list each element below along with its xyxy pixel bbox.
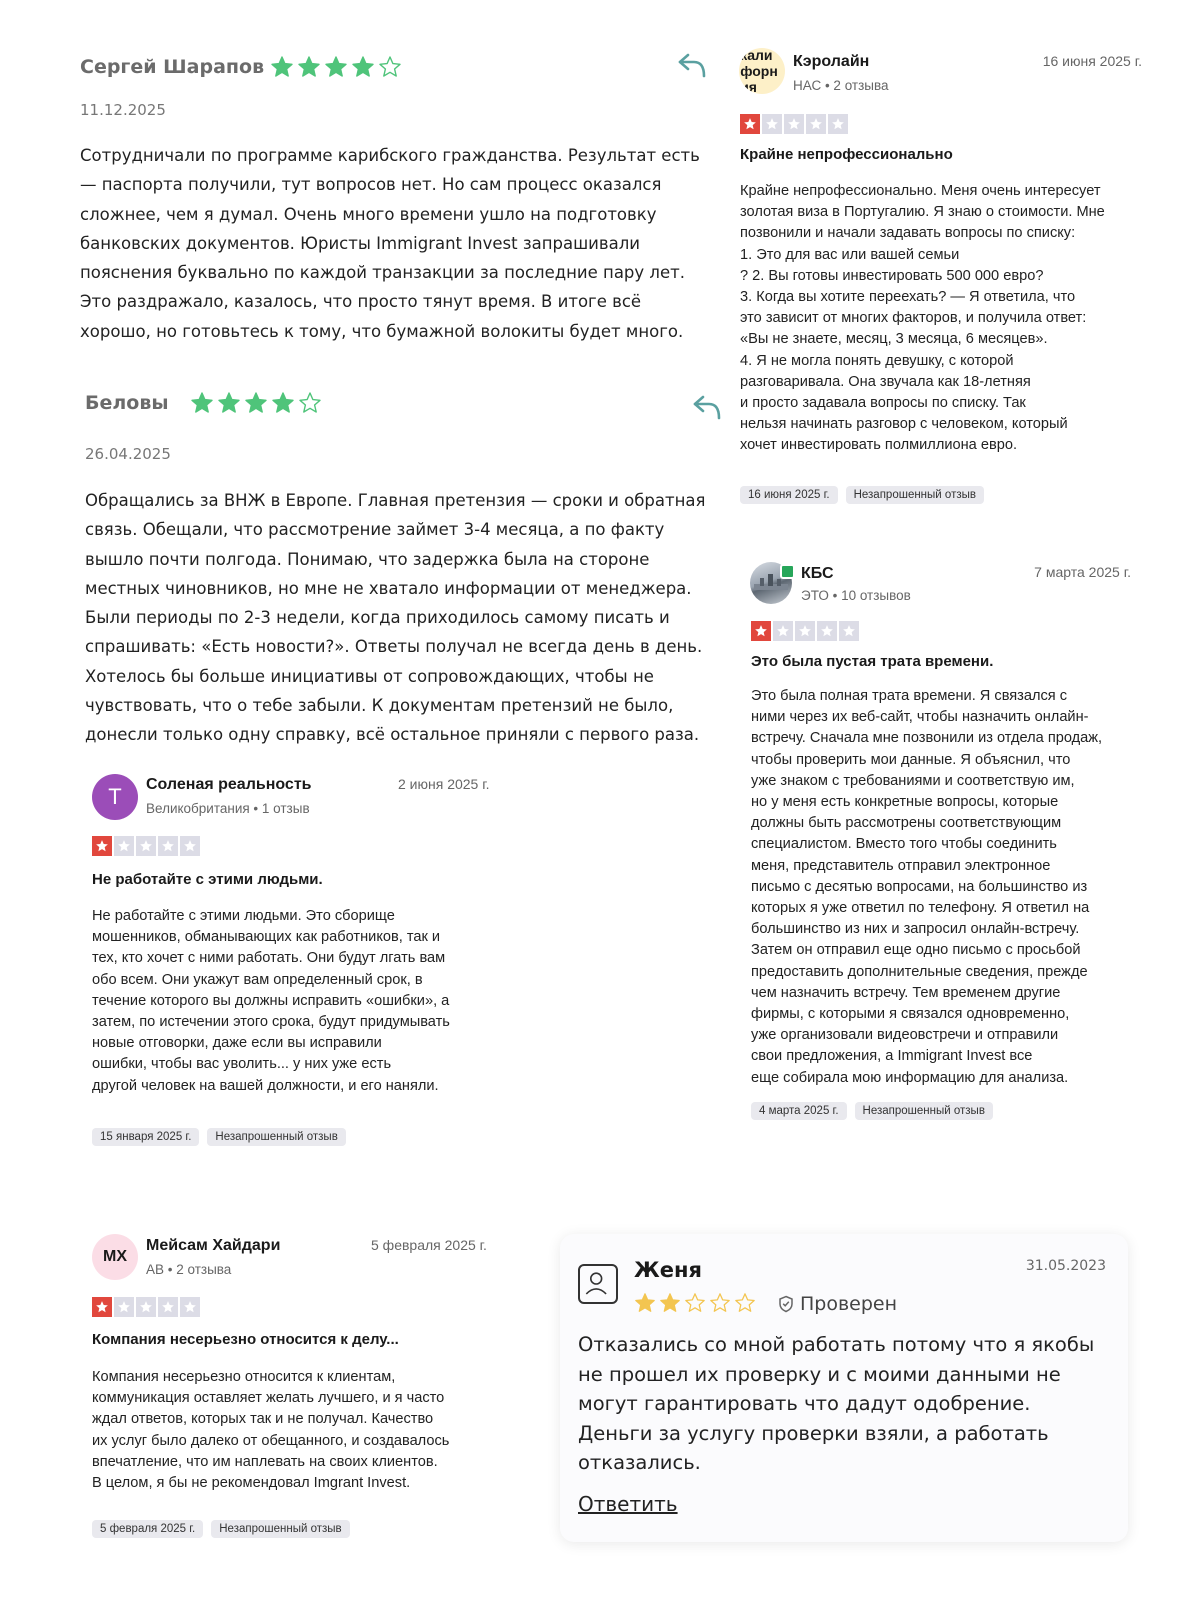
reviewer-name: Соленая реальность (146, 776, 312, 793)
reply-link[interactable]: Ответить (578, 1492, 678, 1516)
review-title: Это была пустая трата времени. (751, 653, 994, 670)
avatar-letter: Т (108, 784, 122, 809)
review-card (560, 1234, 1128, 1542)
reviewer-name: КБС (801, 565, 834, 582)
star-filled-icon (751, 621, 771, 641)
review-tags (92, 1520, 350, 1538)
reviewer-name: Кэролайн (793, 53, 870, 70)
star-filled-icon (324, 55, 348, 84)
review-title: Крайне непрофессионально (740, 146, 953, 163)
reviewer-meta: НАС • 2 отзыва (793, 78, 889, 93)
verified-icon (780, 564, 795, 579)
review-date: 11.12.2025 (80, 101, 166, 119)
review-tags (740, 486, 984, 504)
star-filled-icon (659, 1292, 681, 1319)
review-text: Отказались со мной работать потому что я якобы не прошел их проверку и с моими данными не могут гарантировать что дадут одобрение. Деньги за услугу проверки взяли, а работать отказались. (578, 1333, 1095, 1474)
reviewer-meta: ЭТО • 10 отзывов (801, 588, 911, 603)
star-empty-icon (762, 114, 782, 134)
star-empty-icon (136, 1297, 156, 1317)
star-empty-icon (136, 836, 156, 856)
unsolicited-tag: Незапрошенный отзыв (855, 1102, 993, 1120)
review-date: 2 июня 2025 г. (398, 776, 490, 792)
star-empty-icon (784, 114, 804, 134)
experience-date-tag: 16 июня 2025 г. (740, 486, 838, 504)
star-filled-icon (297, 55, 321, 84)
star-filled-icon (190, 391, 214, 420)
reviewer-name: Беловы (85, 392, 169, 414)
review-date: 16 июня 2025 г. (1042, 53, 1142, 69)
unsolicited-tag: Незапрошенный отзыв (846, 486, 984, 504)
shield-check-icon (778, 1295, 794, 1313)
rating-stars (92, 1297, 200, 1317)
star-filled-icon (92, 1297, 112, 1317)
star-filled-icon (351, 55, 375, 84)
star-empty-icon (114, 836, 134, 856)
reviewer-meta: Великобритания • 1 отзыв (146, 801, 310, 816)
star-empty-icon (817, 621, 837, 641)
rating-stars (270, 55, 402, 84)
review-text: Это была полная трата времени. Я связался с ними через их веб-сайт, чтобы назначить онлайн- встречу. Сначала мне позвонили из отдела продаж, чтобы проверить мои данные. Я объяснил, что уже знаком с требованиями и соответствую им, но у меня есть конкретные вопросы, которые должны быть рассмотрены соответствующим специалистом. Вместо того чтобы соединить меня, представитель отправил электронное письмо с десятью вопросами, на большинство из которых я уже ответил по телефону. Я ответил на большинство из них и запросил онлайн-встречу. Затем он отправил еще одно письмо с просьбой предоставить дополнительные сведения, прежде чем назначить встречу. Тем временем другие фирмы, с которыми я связался одновременно, уже организовали видеовстречи и отправили свои предложения, а Immigrant Invest все еще собирала мою информацию для анализа. (751, 688, 1103, 1086)
star-empty-icon (114, 1297, 134, 1317)
review-tags (751, 1102, 993, 1120)
review-text: Сотрудничали по программе карибского гражданства. Результат есть — паспорта получили, тут вопросов нет. Но сам процесс оказался сложнее, чем я думал. Очень много времени ушло на подготовку банковских документов. Юристы Immigrant Invest запрашивали пояснения буквально по каждой транзакции за последние пару лет. Это раздражало, казалось, что просто тянут время. В итоге всё хорошо, но готовьтесь к тому, что бумажной волокиты будет много. (80, 146, 700, 341)
reviewer-name: Женя (634, 1258, 702, 1282)
review-date: 5 февраля 2025 г. (371, 1237, 487, 1253)
review-date: 7 марта 2025 г. (1034, 564, 1131, 580)
rating-stars (92, 836, 200, 856)
star-filled-icon (270, 55, 294, 84)
star-filled-icon (217, 391, 241, 420)
star-filled-icon (740, 114, 760, 134)
star-empty-icon (734, 1292, 756, 1319)
review-text: Обращались за ВНЖ в Европе. Главная претензия — сроки и обратная связь. Обещали, что рассмотрение займет 3-4 месяца, а по факту вышло почти полгода. Понимаю, что задержка была на стороне местных чиновников, но мне не хватало информации от менеджера. Были периоды по 2-3 недели, когда приходилось самому писать и спрашивать: «Есть новости?». Ответы получал не всегда день в день. Хотелось бы больше инициативы от сопровождающих, чтобы не чувствовать, что о тебе забыли. К документам претензий не было, донесли только одну справку, всё остальное приняли с первого раза. (85, 491, 706, 745)
verified-label: Проверен (800, 1293, 898, 1315)
unsolicited-tag: Незапрошенный отзыв (211, 1520, 349, 1538)
experience-date-tag: 4 марта 2025 г. (751, 1102, 847, 1120)
verified-badge (778, 1293, 897, 1315)
star-empty-icon (839, 621, 859, 641)
experience-date-tag: 15 января 2025 г. (92, 1128, 199, 1146)
star-empty-icon (378, 55, 402, 84)
reviewer-meta: АВ • 2 отзыва (146, 1262, 232, 1277)
review-date: 31.05.2023 (1025, 1258, 1106, 1274)
star-empty-icon (684, 1292, 706, 1319)
star-empty-icon (806, 114, 826, 134)
rating-stars (740, 114, 848, 134)
experience-date-tag: 5 февраля 2025 г. (92, 1520, 203, 1538)
review-text: Крайне непрофессионально. Меня очень интересует золотая виза в Португалию. Я знаю о стоимости. Мне позвонили и начали задавать вопросы по списку: 1. Это для вас или вашей семьи ? 2. Вы готовы инвестировать 500 000 евро? 3. Когда вы хотите переехать? — Я ответила, что это зависит от многих факторов, и получила ответ: «Вы не знаете, месяц, 3 месяца, 6 месяцев». 4. Я не могла понять девушку, с которой разговаривала. Она звучала как 18-летняя и просто задавала вопросы по списку. Так нельзя начинать разговор с человеком, который хочет инвестировать полмиллиона евро. (740, 183, 1105, 454)
star-filled-icon (271, 391, 295, 420)
star-empty-icon (180, 1297, 200, 1317)
review-date: 26.04.2025 (85, 445, 171, 463)
user-avatar-icon (578, 1264, 618, 1304)
star-empty-icon (180, 836, 200, 856)
review-text: Не работайте с этими людьми. Это сборище мошенников, обманывающих как работников, так и тех, кто хочет с ними работать. Они будут лгать вам обо всем. Они укажут вам определенный срок, в течение которого вы должны исправить «ошибки», а затем, по истечении этого срока, будут придумывать новые отговорки, даже если вы исправили ошибки, чтобы вас уволить... у них уже есть другой человек на вашей должности, и его наняли. (92, 908, 450, 1094)
star-empty-icon (828, 114, 848, 134)
reviewer-name: Мейсам Хайдари (146, 1237, 281, 1254)
reply-icon[interactable] (677, 52, 707, 83)
rating-stars (634, 1292, 756, 1319)
star-empty-icon (158, 836, 178, 856)
star-filled-icon (634, 1292, 656, 1319)
avatar-text: кали форн ия (740, 48, 778, 94)
avatar (92, 774, 138, 820)
star-empty-icon (298, 391, 322, 420)
reply-icon[interactable] (692, 394, 722, 425)
star-filled-icon (92, 836, 112, 856)
star-empty-icon (158, 1297, 178, 1317)
star-empty-icon (773, 621, 793, 641)
avatar (92, 1234, 138, 1280)
unsolicited-tag: Незапрошенный отзыв (207, 1128, 345, 1146)
review-title: Не работайте с этими людьми. (92, 871, 323, 888)
review-tags (92, 1128, 346, 1146)
review-title: Компания несерьезно относится к делу... (92, 1331, 399, 1348)
star-filled-icon (244, 391, 268, 420)
reviewer-name: Сергей Шарапов (80, 56, 265, 78)
rating-stars (751, 621, 859, 641)
star-empty-icon (795, 621, 815, 641)
avatar (739, 48, 785, 94)
avatar-initials: МХ (103, 1248, 127, 1265)
review-text: Компания несерьезно относится к клиентам, коммуникация оставляет желать лучшего, и я часто ждал ответов, которых так и не получал. Качество их услуг было далеко от обещанного, и создавалось впечатление, что им наплевать на своих клиентов. В целом, я бы не рекомендовал Imgrant Invest. (92, 1369, 450, 1492)
rating-stars (190, 391, 322, 420)
star-empty-icon (709, 1292, 731, 1319)
